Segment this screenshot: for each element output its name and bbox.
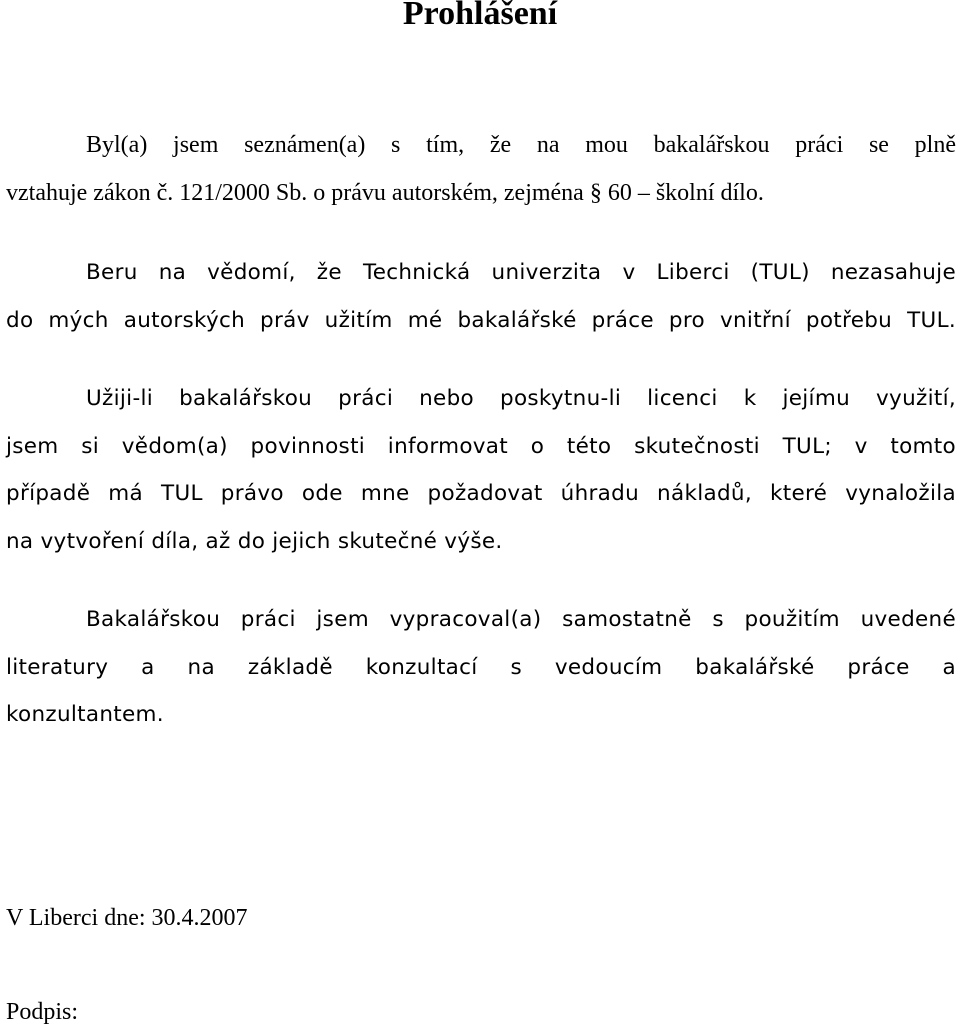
paragraph-3-line-4: na vytvoření díla, až do jejich skutečné výše. (6, 529, 503, 554)
paragraph-2-line-1: Beru na vědomí, že Technická univerzita v Liberci (TUL) nezasahuje (86, 260, 956, 285)
page-title: Prohlášení (402, 0, 558, 32)
signature-label: Podpis: (6, 999, 79, 1025)
paragraph-1-line-2: vztahuje zákon č. 121/2000 Sb. o právu autorském, zejména § 60 – školní dílo. (6, 180, 764, 206)
paragraph-3-line-1: Užiji-li bakalářskou práci nebo poskytnu-li licenci k jejímu využití, (86, 386, 956, 411)
paragraph-4-line-3: konzultantem. (6, 702, 164, 727)
paragraph-1-line-1: Byl(a) jsem seznámen(a) s tím, že na mou bakalářskou práci se plně (86, 132, 956, 158)
paragraph-4-line-2: literatury a na základě konzultací s vedoucím bakalářské práce a (6, 655, 956, 680)
paragraph-4-line-1: Bakalářskou práci jsem vypracoval(a) samostatně s použitím uvedené (86, 607, 956, 632)
paragraph-2-line-2: do mých autorských práv užitím mé bakalářské práce pro vnitřní potřebu TUL. (6, 308, 956, 333)
paragraph-3-line-2: jsem si vědom(a) povinnosti informovat o této skutečnosti TUL; v tomto (6, 434, 956, 459)
paragraph-3-line-3: případě má TUL právo ode mne požadovat úhradu nákladů, které vynaložila (6, 481, 956, 506)
place-date: V Liberci dne: 30.4.2007 (6, 905, 248, 931)
